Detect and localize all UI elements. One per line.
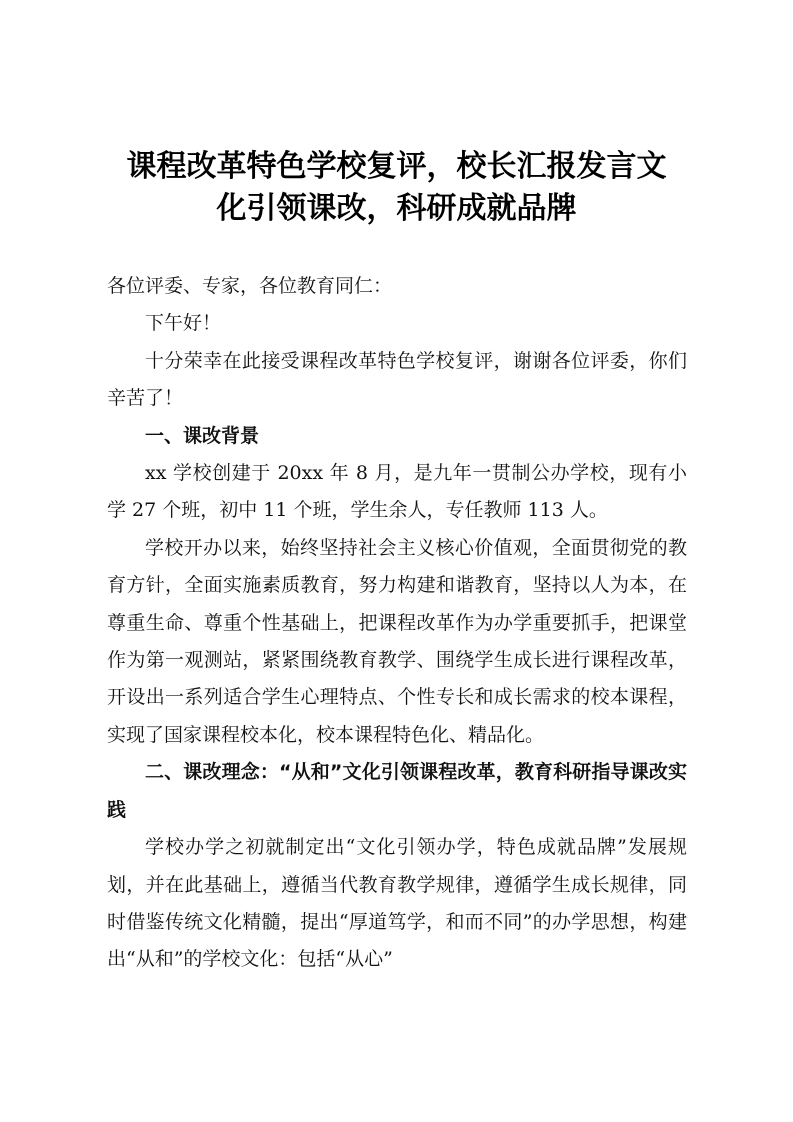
- section-2-paragraph-1: 学校办学之初就制定出“文化引领办学，特色成就品牌”发展规划，并在此基础上，遵循当代教育教学规律，遵循学生成长规律，同时借鉴传统文化精髓，提出“厚道笃学，和而不同”的办学思想，构建出“从和”的学校文化：包括“从心”: [107, 836, 687, 971]
- greeting: 下午好！: [145, 312, 222, 335]
- section-1-paragraph-1: xx 学校创建于 20xx 年 8 月，是九年一贯制公办学校，现有小学 27 个班，初中 11 个班，学生余人，专任教师 113 人。: [107, 462, 687, 522]
- salutation: 各位评委、专家，各位教育同仁：: [107, 275, 393, 297]
- section-2-heading: 二、课改理念：“从和”文化引领课程改革，教育科研指导课改实践: [107, 761, 687, 821]
- intro-paragraph: 十分荣幸在此接受课程改革特色学校复评，谢谢各位评委，你们辛苦了！: [107, 349, 687, 410]
- section-1-paragraph-2: 学校开办以来，始终坚持社会主义核心价值观，全面贯彻党的教育方针，全面实施素质教育，努力构建和谐教育，坚持以人为本，在尊重生命、尊重个性基础上，把课程改革作为办学重要抓手，把课堂作为第一观测站，紧紧围绕教育教学、围绕学生成长进行课程改革，开设出一系列适合学生心理特点、个性专长和成长需求的校本课程，实现了国家课程校本化，校本课程特色化、精品化。: [107, 536, 687, 746]
- document-body: [107, 268, 687, 979]
- title-line-1: 课程改革特色学校复评，校长汇报发言文: [126, 149, 667, 184]
- section-1-heading: 一、课改背景: [145, 424, 260, 447]
- title-line-2: 化引领课改，科研成就品牌: [216, 191, 577, 226]
- document-title: [100, 146, 693, 230]
